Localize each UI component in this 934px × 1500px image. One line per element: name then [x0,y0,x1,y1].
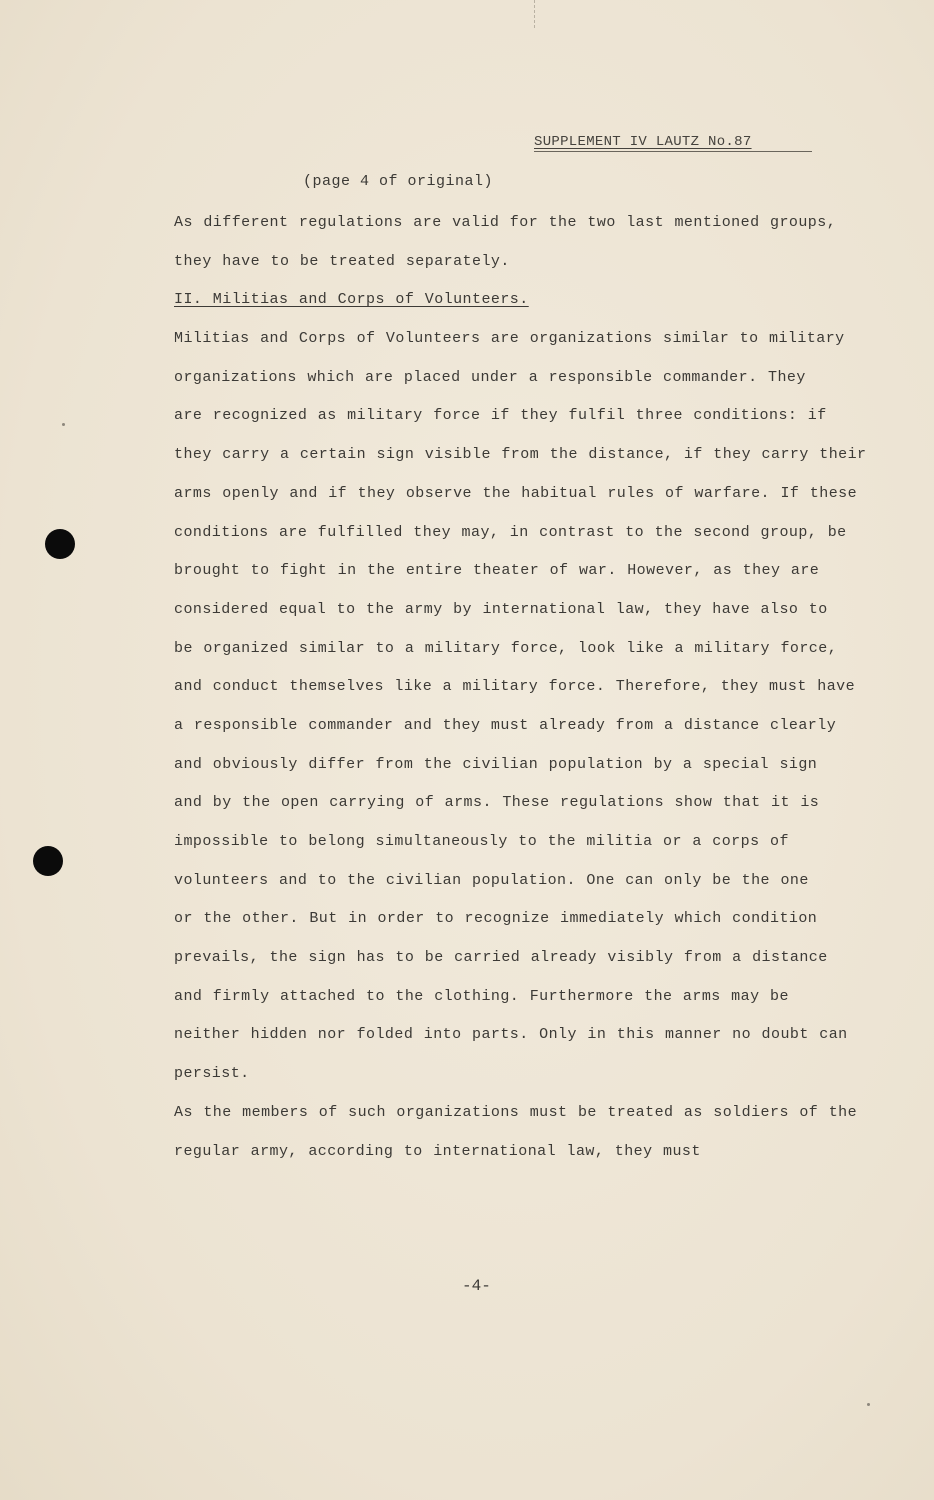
punch-hole [33,846,63,876]
text-line: impossible to belong simultaneously to the militia or a corps of [174,833,789,850]
section-heading-text: II. Militias and Corps of Volunteers. [174,291,529,309]
text-line: arms openly and if they observe the habitual rules of warfare. If these [174,484,858,502]
text-line: As different regulations are valid for the two last mentioned groups, [174,214,837,231]
text-line: regular army, according to international law, they must [174,1142,701,1160]
paper-speck [867,1403,870,1406]
text-line: and firmly attached to the clothing. Furthermore the arms may be [174,987,789,1005]
text-line: Militias and Corps of Volunteers are organizations similar to military [174,330,845,348]
text-line: neither hidden nor folded into parts. Only in this manner no doubt can [174,1026,848,1044]
paper-speck [62,423,65,426]
text-line: or the other. But in order to recognize immediately which condition [174,910,818,928]
text-line: considered equal to the army by international law, they have also to [174,600,828,618]
text-line: persist. [174,1065,250,1083]
original-page-note: (page 4 of original) [303,173,494,190]
section-heading [174,287,874,326]
page-number: -4- [462,1277,491,1295]
text-line: are recognized as military force if they fulfil three conditions: if [174,407,827,425]
text-line: As the members of such organizations must be treated as soldiers of the [174,1103,858,1121]
text-line: conditions are fulfilled they may, in contrast to the second group, be [174,523,847,541]
supplement-underline [534,151,812,152]
text-line: and obviously differ from the civilian population by a special sign [174,755,818,773]
fold-mark [534,0,536,28]
text-line: organizations which are placed under a responsible commander. They [174,368,806,386]
punch-hole [45,529,75,559]
text-line: be organized similar to a military force, look like a military force, [174,639,838,657]
supplement-reference: SUPPLEMENT IV LAUTZ No.87 [534,134,752,150]
text-line: prevails, the sign has to be carried already visibly from a distance [174,949,828,967]
text-line: and conduct themselves like a military force. Therefore, they must have [174,678,856,696]
text-line: they have to be treated separately. [174,252,510,270]
body-text [174,210,874,1177]
text-line: a responsible commander and they must already from a distance clearly [174,716,837,734]
text-line: volunteers and to the civilian population. One can only be the one [174,871,809,889]
text-line: brought to fight in the entire theater of war. However, as they are [174,562,820,580]
text-line: and by the open carrying of arms. These regulations show that it is [174,794,820,812]
text-line: they carry a certain sign visible from the distance, if they carry their [174,446,867,464]
